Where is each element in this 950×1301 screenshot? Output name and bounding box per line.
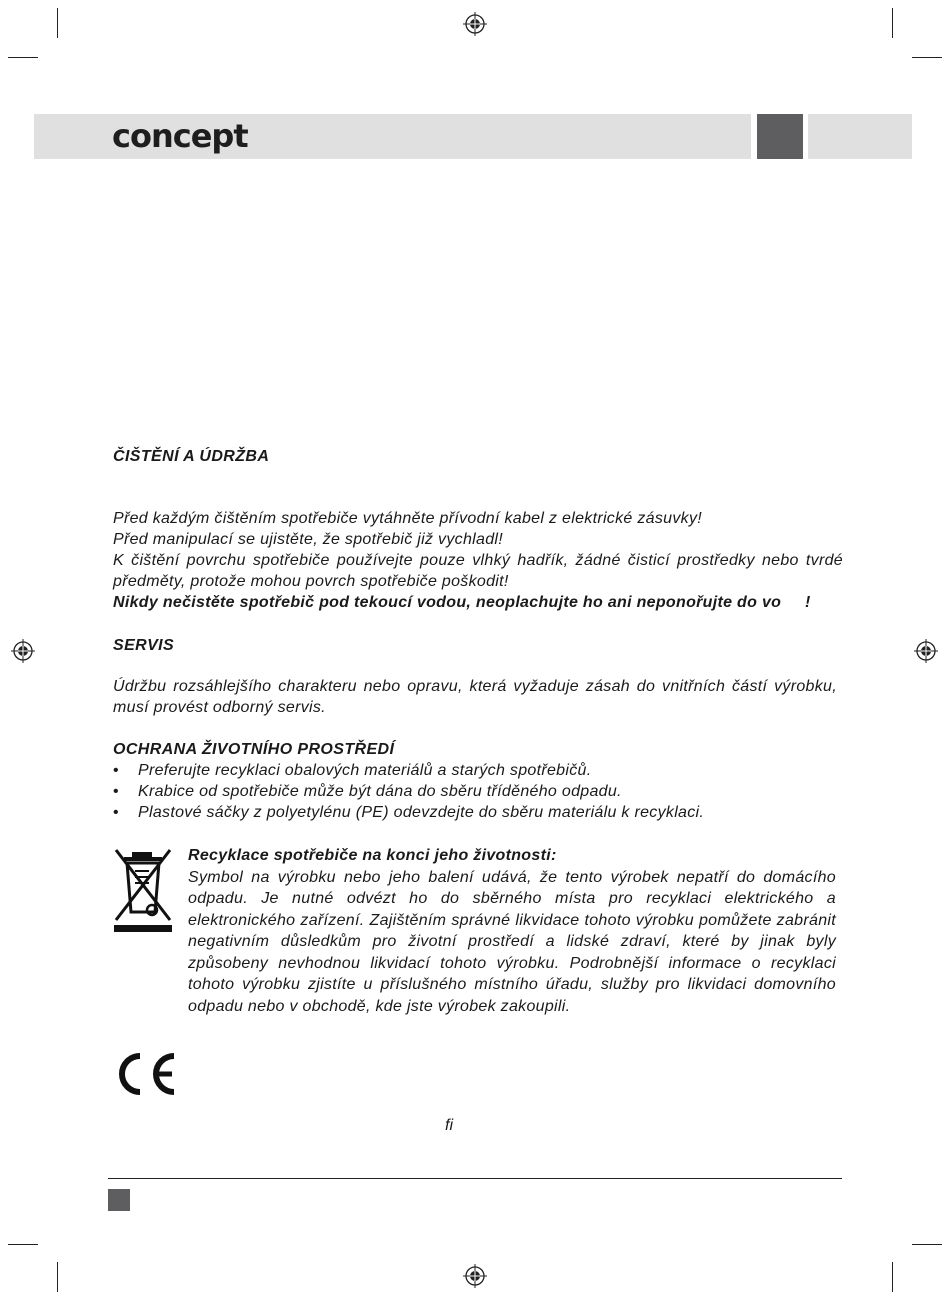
recycling-text: Symbol na výrobku nebo jeho balení udává, že tento výrobek nepatří do domácího odpadu. Je nutné odvézt ho do sběrného místa pro recyklaci elektrického a elektronického zařízení. Zajištěním správné likvidace tohoto výrobku pomůžete zabránit negativním důsledkům pro životní prostředí a lidské zdraví, které by jinak byly způsobeny nevhodnou likvidací tohoto výrobku. Podrobnější informace o recyklaci tohoto výrobku zjistíte u příslušného místního úřadu, služby pro likvidaci domovního odpadu nebo v obchodě, kde jste výrobek zakoupili. [188,868,836,1015]
service-text: Údržbu rozsáhlejšího charakteru nebo opravu, která vyžaduje zásah do vnitřních částí výrobku, musí provést odborný servis. [113,678,837,716]
list-item: • Plastové sáčky z polyetylénu (PE) odevzdejte do sběru materiálu k recyklaci. [113,802,843,823]
list-item: • Preferujte recyklaci obalových materiálů a starých spotřebičů. [113,760,843,781]
section-title-cleaning: ČIŠTĚNÍ A ÚDRŽBA [113,448,270,465]
registration-mark-icon [463,12,487,36]
page-label: fi [445,1117,453,1134]
header-tab-dark [757,114,803,159]
crop-mark [912,57,942,58]
crop-mark [8,1244,38,1245]
environment-list [113,760,843,823]
recycling-title: Recyklace spotřebiče na konci jeho životnosti: [188,847,557,864]
section-title-environment: OCHRANA ŽIVOTNÍHO PROSTŘEDÍ [113,741,395,758]
registration-mark-icon [914,639,938,663]
ce-mark-icon [110,1051,178,1097]
cleaning-line: K čištění povrchu spotřebiče používejte pouze vlhký hadřík, žádné čisticí prostředky nebo tvrdé předměty, protože mohou povrch spotřebiče poškodit! [113,552,843,590]
brand-logo: concept [112,117,248,155]
crop-mark [57,8,58,38]
cleaning-line: Před manipulací se ujistěte, že spotřebič již vychladl! [113,531,504,548]
registration-mark-icon [463,1264,487,1288]
list-item: • Krabice od spotřebiče může být dána do sběru tříděného odpadu. [113,781,843,802]
registration-mark-icon [11,639,35,663]
recycling-info [188,845,836,1017]
header-tab-light [808,114,912,159]
crop-mark [912,1244,942,1245]
weee-crossed-bin-icon [112,846,174,932]
crop-mark [892,8,893,38]
footer-rule [108,1178,842,1179]
cleaning-warning: Nikdy nečistěte spotřebič pod tekoucí vodou, neoplachujte ho ani neponořujte do vo ! [113,594,811,611]
section-title-service: SERVIS [113,637,175,654]
crop-mark [8,57,38,58]
crop-mark [57,1262,58,1292]
footer-box [108,1189,130,1211]
crop-mark [892,1262,893,1292]
cleaning-line: Před každým čištěním spotřebiče vytáhněte přívodní kabel z elektrické zásuvky! [113,510,702,527]
